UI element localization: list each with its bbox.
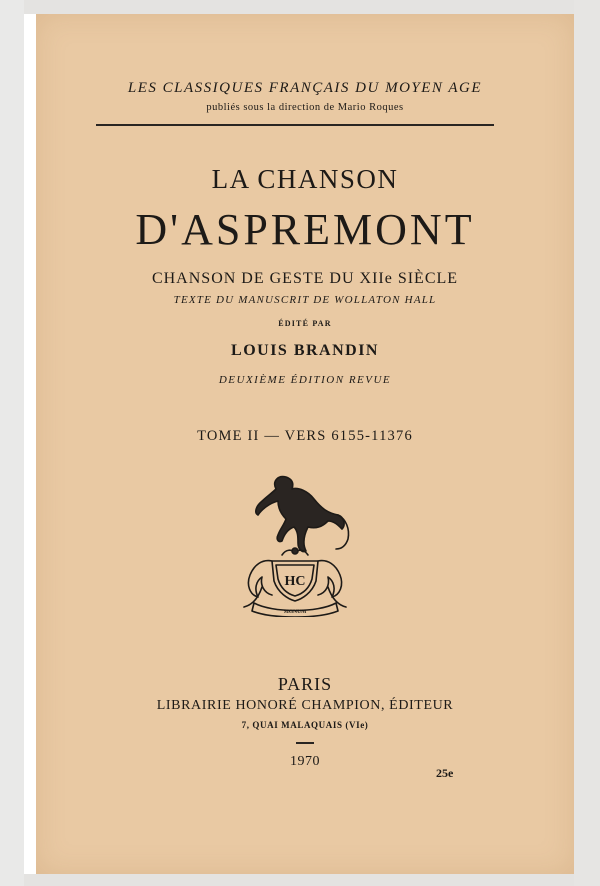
title-line-2: D'ASPREMONT xyxy=(135,205,475,254)
imprint-year: 1970 xyxy=(290,754,320,769)
header-rule xyxy=(96,124,494,126)
price-label: 25e xyxy=(436,766,454,780)
title-line-1: LA CHANSON xyxy=(211,164,399,194)
imprint-address: 7, QUAI MALAQUAIS (VIe) xyxy=(241,720,369,730)
scan-white-edge xyxy=(24,14,36,874)
imprint-publisher: LIBRAIRIE HONORÉ CHAMPION, ÉDITEUR xyxy=(156,698,454,713)
author-name: LOUIS BRANDIN xyxy=(231,342,379,359)
series-direction: publiés sous la direction de Mario Roques xyxy=(206,102,404,113)
scan-left-margin xyxy=(0,0,24,886)
subtitle: CHANSON DE GESTE DU XIIe SIÈCLE xyxy=(151,270,459,287)
emblem-monogram: HC xyxy=(284,574,306,589)
scan-right-margin xyxy=(574,0,600,886)
emblem-motto: SIGNUM xyxy=(283,609,307,615)
imprint-dash xyxy=(296,742,314,744)
manuscript-line: TEXTE DU MANUSCRIT DE WOLLATON HALL xyxy=(173,294,437,306)
volume-line: TOME II — VERS 6155-11376 xyxy=(197,428,413,444)
edited-by-label: ÉDITÉ PAR xyxy=(278,319,332,328)
edition-line: DEUXIÈME ÉDITION REVUE xyxy=(218,374,392,386)
book-cover xyxy=(36,14,574,874)
imprint-city: PARIS xyxy=(277,674,333,694)
series-title: LES CLASSIQUES FRANÇAIS DU MOYEN AGE xyxy=(127,80,483,96)
horse-crest-emblem-icon xyxy=(232,469,358,617)
